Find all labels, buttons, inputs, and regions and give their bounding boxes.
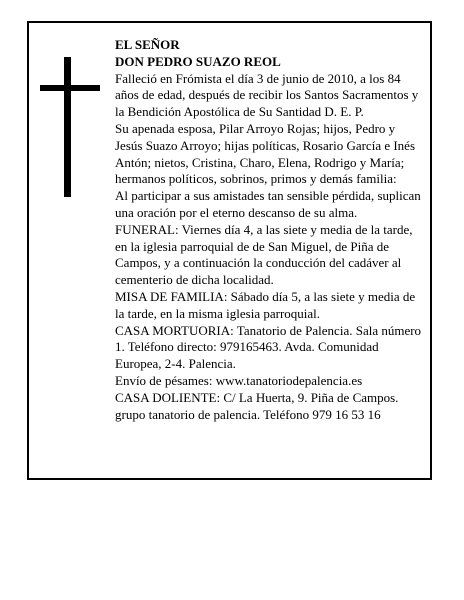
funeral-details: FUNERAL: Viernes día 4, a las siete y media de la tarde, en la iglesia parroquial de de San Miguel, de Piña de Campos, y a continuación la conducción del cadáver al cementerio de dicha localidad. xyxy=(115,221,413,288)
mourning-house-address: CASA DOLIENTE: C/ La Huerta, 9. Piña de Campos. xyxy=(115,389,399,405)
cross-horizontal-bar xyxy=(40,85,100,91)
family-mass-details: MISA DE FAMILIA: Sábado día 5, a las siete y media de la tarde, en la misma iglesia parroquial. xyxy=(115,288,416,321)
prayer-request: Al participar a sus amistades tan sensible pérdida, suplican una oración por el eterno descanso de su alma. xyxy=(115,188,421,220)
funeral-home-details: CASA MORTUORIA: Tanatorio de Palencia. Sala número 1. Teléfono directo: 979165463. Avda. Comunidad Europea, 2-4. Palencia. xyxy=(115,322,422,372)
cross-vertical-bar xyxy=(64,57,71,197)
obituary-text xyxy=(115,37,425,423)
notice-title: EL SEÑOR xyxy=(115,37,180,52)
death-announcement: Falleció en Frómista el día 3 de junio de 2010, a los 84 años de edad, después de recibir los Santos Sacramentos y la Bendición Apostólica de Su Santidad D. E. P. xyxy=(115,70,419,120)
family-list: Su apenada esposa, Pilar Arroyo Rojas; hijos, Pedro y Jesús Suazo Arroyo; hijas políticas, Rosario García e Inés Antón; nietos, Cristina, Charo, Elena, Rodrigo y María; hermanos políticos, sobrinos, primos y demás familia: xyxy=(115,120,416,187)
condolences-website: Envío de pésames: www.tanatoriodepalencia.es xyxy=(115,372,363,388)
deceased-name: DON PEDRO SUAZO REOL xyxy=(115,53,281,69)
funeral-group-contact: grupo tanatorio de palencia. Teléfono 979 16 53 16 xyxy=(115,406,381,422)
cross-icon xyxy=(40,57,100,197)
